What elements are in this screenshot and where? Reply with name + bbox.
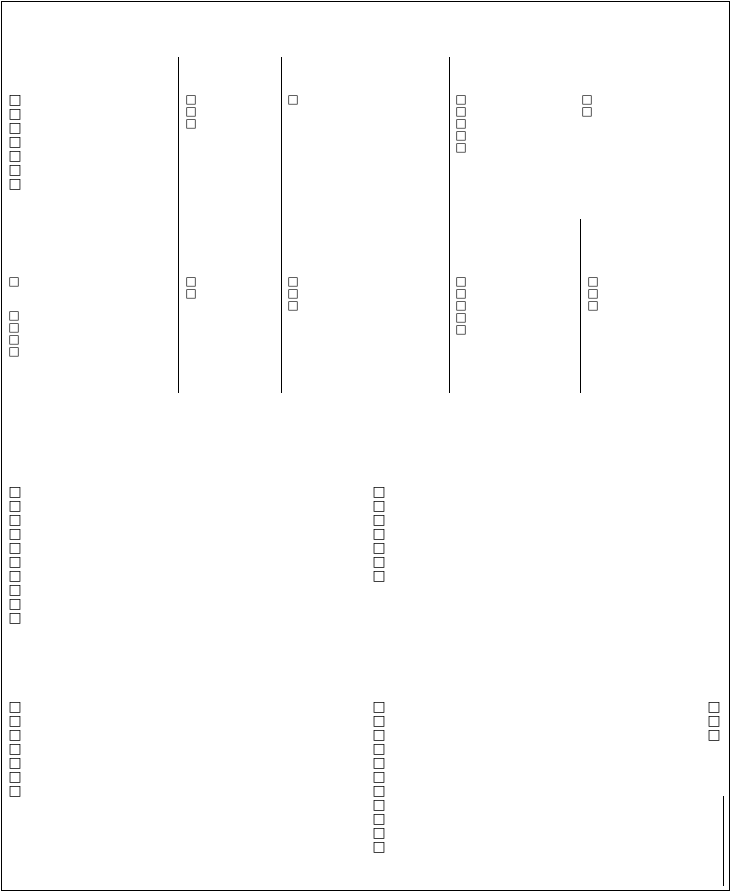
section-label: □□□□□□□□□□□ xyxy=(372,699,386,855)
field-divider xyxy=(723,796,724,886)
section-label: □□□□□□□□□□ xyxy=(8,484,22,626)
field-label: □□□ xyxy=(587,274,599,312)
field-label: □□ xyxy=(185,274,197,300)
field-divider xyxy=(178,57,179,393)
field-label: □□□□ xyxy=(8,308,20,358)
section-label: □□□□□□□ xyxy=(8,699,22,799)
section-label: □□□□□□□ xyxy=(372,484,386,584)
section-label: □□□ xyxy=(707,699,721,743)
field-divider xyxy=(449,57,450,393)
field-label: □□□ xyxy=(185,92,197,130)
field-label: □ xyxy=(8,274,20,288)
form-frame xyxy=(1,1,730,891)
field-label: □ xyxy=(287,92,299,106)
field-label: □□□□□□□ xyxy=(8,92,22,192)
field-divider xyxy=(281,57,282,393)
field-label: □□□ xyxy=(287,274,299,312)
field-label: □□□□□ xyxy=(455,274,467,336)
field-label: □□□□□ xyxy=(455,92,467,154)
field-label: □□ xyxy=(581,92,593,118)
field-divider xyxy=(580,219,581,393)
